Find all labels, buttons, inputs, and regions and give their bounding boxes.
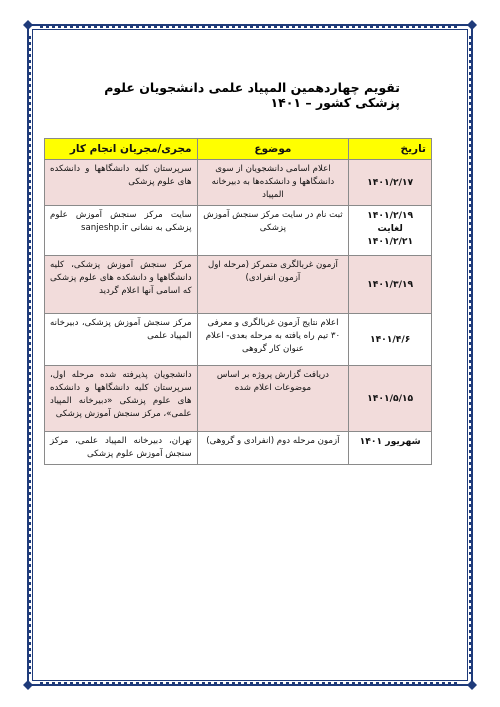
row-topic: ثبت نام در سایت مرکز سنجش آموزش پزشکی bbox=[197, 206, 349, 256]
row-topic: اعلام نتایج آزمون غربالگری و معرفی ۳۰ تیم راه یافته به مرحله بعدی- اعلام عنوان کار گروهی bbox=[197, 314, 349, 366]
header-topic: موضوع bbox=[197, 139, 349, 160]
row-executor: دانشجویان پذیرفته شده مرحله اول، سرپرستان کلیه دانشگاهها و دانشکده های علوم پزشکی «دبیرخانه المپیاد علمی»، مرکز سنجش آموزش پزشکی bbox=[45, 366, 198, 432]
table-row bbox=[45, 314, 432, 366]
row-executor: سرپرستان کلیه دانشگاهها و دانشکده های علوم پزشکی bbox=[45, 160, 198, 206]
row-topic: اعلام اسامی دانشجویان از سوی دانشگاهها و دانشکده‌ها به دبیرخانه المپیاد bbox=[197, 160, 349, 206]
table-row bbox=[45, 206, 432, 256]
row-date: ۱۴۰۱/۲/۱۷ bbox=[349, 160, 432, 206]
border-ornament-right bbox=[469, 36, 471, 674]
row-topic: آزمون مرحله دوم (انفرادی و گروهی) bbox=[197, 432, 349, 465]
document-title: تقویم چهاردهمین المپیاد علمی دانشجویان علوم پزشکی کشور – ۱۴۰۱ bbox=[104, 80, 400, 110]
row-executor: سایت مرکز سنجش آموزش علوم پزشکی به نشانی sanjeshp.ir bbox=[45, 206, 198, 256]
row-executor: مرکز سنجش آموزش پزشکی، دبیرخانه المپیاد علمی bbox=[45, 314, 198, 366]
border-ornament-bottom bbox=[40, 682, 460, 684]
row-topic: دریافت گزارش پروژه بر اساس موضوعات اعلام شده bbox=[197, 366, 349, 432]
row-executor: مرکز سنجش آموزش پزشکی، کلیه دانشگاهها و دانشکده های علوم پزشکی که اسامی آنها اعلام گردید bbox=[45, 256, 198, 314]
table-header-row bbox=[45, 139, 432, 160]
table-row bbox=[45, 160, 432, 206]
row-date: ۱۴۰۱/۳/۱۹ bbox=[349, 256, 432, 314]
row-executor: تهران، دبیرخانه المپیاد علمی، مرکز سنجش آموزش علوم پزشکی bbox=[45, 432, 198, 465]
header-date: تاریخ bbox=[349, 139, 432, 160]
row-date: ۱۴۰۱/۲/۱۹ لغایت ۱۴۰۱/۲/۲۱ bbox=[349, 206, 432, 256]
table-row bbox=[45, 256, 432, 314]
row-topic: آزمون غربالگری متمرکز (مرحله اول آزمون انفرادی) bbox=[197, 256, 349, 314]
row-date: ۱۴۰۱/۵/۱۵ bbox=[349, 366, 432, 432]
schedule-table bbox=[44, 138, 432, 465]
border-ornament-top bbox=[40, 26, 460, 28]
table-row bbox=[45, 432, 432, 465]
header-executor: مجری/مجریان انجام کار bbox=[45, 139, 198, 160]
row-date: شهریور ۱۴۰۱ bbox=[349, 432, 432, 465]
border-ornament-left bbox=[29, 36, 31, 674]
table-row bbox=[45, 366, 432, 432]
row-date: ۱۴۰۱/۴/۶ bbox=[349, 314, 432, 366]
